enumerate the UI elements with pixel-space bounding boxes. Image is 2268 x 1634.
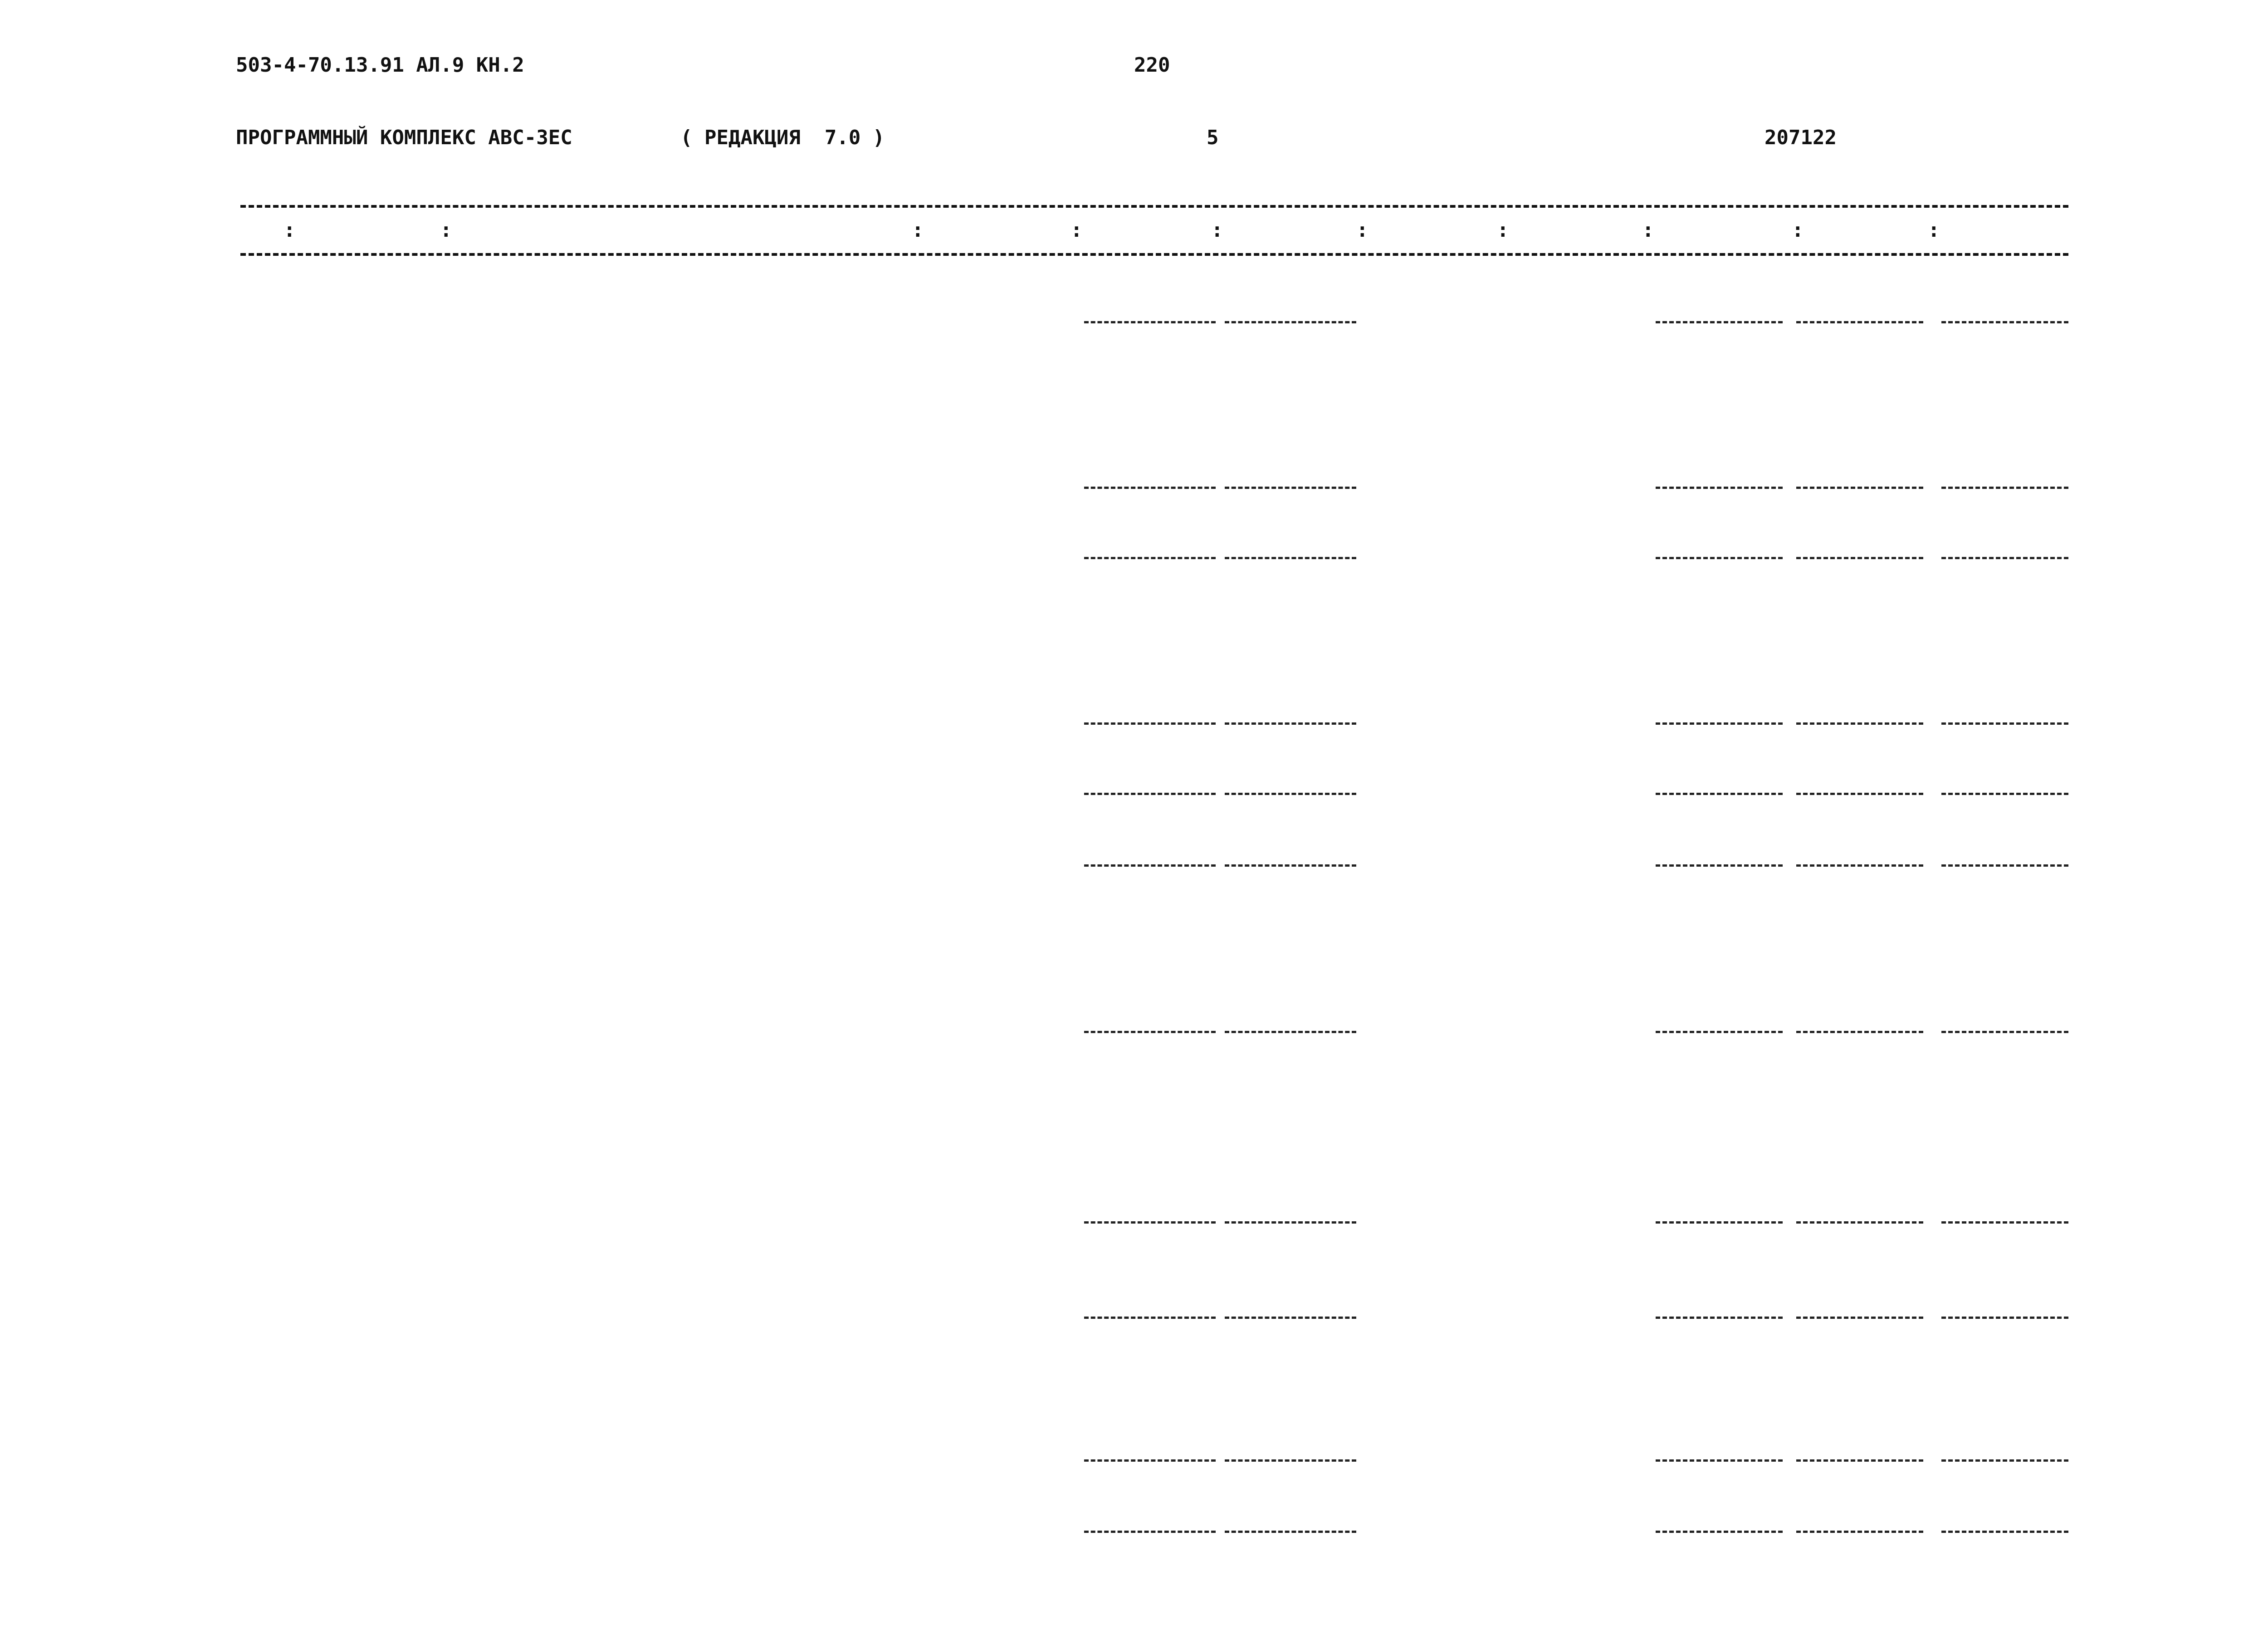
subtotal-rule <box>1656 487 1783 489</box>
subtotal-rule <box>1084 557 1216 559</box>
subtotal-rule <box>1225 722 1356 725</box>
subtotal-rule <box>1656 1031 1783 1033</box>
subtotal-rule <box>1084 864 1216 867</box>
sheet-number: 5 <box>1207 126 1219 149</box>
subtotal-rule <box>1656 722 1783 725</box>
edition: ( РЕДАКЦИЯ 7.0 ) <box>680 126 885 149</box>
column-separator: : <box>1792 219 1804 242</box>
subtotal-rule <box>1656 793 1783 795</box>
column-separator: : <box>1928 219 1940 242</box>
subtotal-rule <box>1225 1031 1356 1033</box>
subtotal-rule <box>1084 793 1216 795</box>
subtotal-rule <box>1084 487 1216 489</box>
subtotal-rule <box>1656 557 1783 559</box>
subtotal-rule <box>1656 1317 1783 1319</box>
column-separator: : <box>912 219 924 242</box>
column-separator: : <box>1356 219 1369 242</box>
subtotal-rule <box>1225 1459 1356 1462</box>
subtotal-rule <box>1941 487 2068 489</box>
header-rule-bottom <box>240 253 2068 256</box>
subtotal-rule <box>1656 1531 1783 1533</box>
subtotal-rule <box>1225 487 1356 489</box>
subtotal-rule <box>1941 557 2068 559</box>
subtotal-rule <box>1796 321 1923 323</box>
subtotal-rule <box>1225 1221 1356 1224</box>
doc-code: 503-4-70.13.91 АЛ.9 КН.2 <box>236 54 524 77</box>
column-separator: : <box>1070 219 1083 242</box>
subtotal-rule <box>1084 1459 1216 1462</box>
subtotal-rule <box>1084 722 1216 725</box>
subtotal-rule <box>1225 557 1356 559</box>
subtotal-rule <box>1084 1317 1216 1319</box>
subtotal-rule <box>1225 793 1356 795</box>
subtotal-rule <box>1796 1459 1923 1462</box>
subtotal-rule <box>1084 1031 1216 1033</box>
document-code: 207122 <box>1765 126 1837 149</box>
subtotal-rule <box>1796 793 1923 795</box>
subtotal-rule <box>1084 1221 1216 1224</box>
subtotal-rule <box>1941 722 2068 725</box>
column-separator: : <box>1211 219 1223 242</box>
subtotal-rule <box>1656 321 1783 323</box>
subtotal-rule <box>1941 1459 2068 1462</box>
page-number: 220 <box>1134 54 1170 77</box>
subtotal-rule <box>1225 1317 1356 1319</box>
subtotal-rule <box>1941 864 2068 867</box>
subtotal-rule <box>1941 1317 2068 1319</box>
subtotal-rule <box>1941 321 2068 323</box>
header-rule-top <box>240 205 2068 208</box>
subtotal-rule <box>1941 793 2068 795</box>
subtotal-rule <box>1796 1317 1923 1319</box>
program-name: ПРОГРАММНЫЙ КОМПЛЕКС АВС-3ЕС <box>236 126 572 149</box>
subtotal-rule <box>1084 321 1216 323</box>
subtotal-rule <box>1796 864 1923 867</box>
subtotal-rule <box>1941 1031 2068 1033</box>
subtotal-rule <box>1941 1531 2068 1533</box>
subtotal-rule <box>1941 1221 2068 1224</box>
subtotal-rule <box>1656 1459 1783 1462</box>
subtotal-rule <box>1796 1531 1923 1533</box>
subtotal-rule <box>1796 1221 1923 1224</box>
subtotal-rule <box>1796 722 1923 725</box>
subtotal-rule <box>1796 557 1923 559</box>
subtotal-rule <box>1796 487 1923 489</box>
column-separator: : <box>1497 219 1509 242</box>
column-separator: : <box>284 219 296 242</box>
subtotal-rule <box>1225 864 1356 867</box>
column-separator: : <box>440 219 452 242</box>
subtotal-rule <box>1225 321 1356 323</box>
subtotal-rule <box>1225 1531 1356 1533</box>
subtotal-rule <box>1656 1221 1783 1224</box>
subtotal-rule <box>1796 1031 1923 1033</box>
subtotal-rule <box>1656 864 1783 867</box>
subtotal-rule <box>1084 1531 1216 1533</box>
column-separator: : <box>1642 219 1654 242</box>
